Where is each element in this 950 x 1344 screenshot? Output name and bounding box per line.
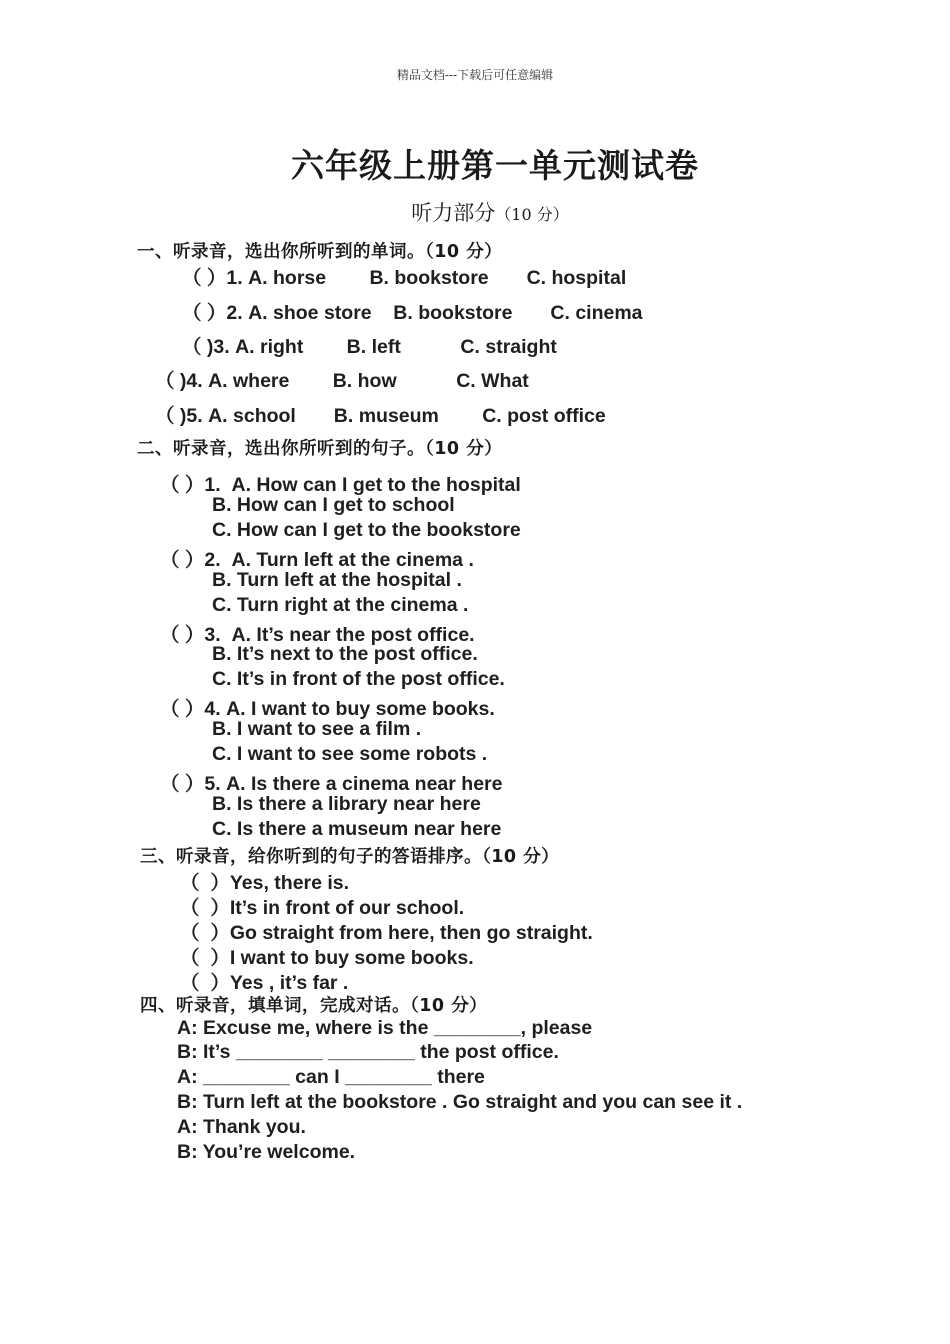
watermark-header: 精品文档---下载后可任意编辑	[396, 68, 554, 82]
dialogue-line: B: Turn left at the bookstore . Go straight and you can see it .	[177, 1091, 743, 1113]
question-line: （ ）5. A. Is there a cinema near here	[160, 773, 503, 795]
option-line: C. It’s in front of the post office.	[212, 668, 505, 690]
option-line: B. Is there a library near here	[212, 793, 481, 815]
section-1-heading: 一、听录音，选出你所听到的单词。（10 分）	[137, 242, 503, 262]
dialogue-line: A: Thank you.	[177, 1116, 306, 1138]
question-line: （ ）1. A. How can I get to the hospital	[160, 474, 521, 496]
option-line: C. Is there a museum near here	[212, 818, 502, 840]
option-line: C. Turn right at the cinema .	[212, 594, 469, 616]
question-line: （ )3. A. right B. left C. straight	[182, 336, 557, 358]
dialogue-line: A: Excuse me, where is the ________, please	[177, 1017, 593, 1039]
subtitle-main: 听力部分	[411, 201, 496, 225]
answer-line: （ ）I want to buy some books.	[180, 947, 474, 969]
option-line: B. It’s next to the post office.	[212, 643, 478, 665]
subtitle-points: （10 分）	[495, 205, 569, 224]
section-2-heading: 二、听录音，选出你所听到的句子。（10 分）	[137, 439, 503, 459]
question-line: （ ）2. A. Turn left at the cinema .	[160, 549, 474, 571]
dialogue-line: A: ________ can I ________ there	[177, 1066, 485, 1088]
option-line: B. Turn left at the hospital .	[212, 569, 462, 591]
question-line: （ ）2. A. shoe store B. bookstore C. cinema	[182, 302, 643, 324]
section-3-heading: 三、听录音，给你听到的句子的答语排序。（10 分）	[140, 847, 560, 867]
page-title: 六年级上册第一单元测试卷	[291, 146, 699, 185]
question-line: （ )5. A. school B. museum C. post office	[155, 405, 606, 427]
dialogue-line: B: It’s ________ ________ the post office.	[177, 1041, 559, 1063]
question-line: （ ）4. A. I want to buy some books.	[160, 698, 495, 720]
question-line: （ )4. A. where B. how C. What	[155, 370, 529, 392]
option-line: C. I want to see some robots .	[212, 743, 488, 765]
dialogue-line: B: You’re welcome.	[177, 1141, 356, 1163]
answer-line: （ ）It’s in front of our school.	[180, 897, 465, 919]
question-line: （ ）3. A. It’s near the post office.	[160, 624, 475, 646]
answer-line: （ ）Go straight from here, then go straight.	[180, 922, 593, 944]
answer-line: （ ）Yes , it’s far .	[180, 972, 349, 994]
question-line: （ ）1. A. horse B. bookstore C. hospital	[182, 267, 627, 289]
option-line: C. How can I get to the bookstore	[212, 519, 521, 541]
option-line: B. How can I get to school	[212, 494, 455, 516]
option-line: B. I want to see a film .	[212, 718, 422, 740]
answer-line: （ ）Yes, there is.	[180, 872, 350, 894]
section-4-heading: 四、听录音，填单词，完成对话。（10 分）	[140, 996, 488, 1016]
section-subtitle	[0, 197, 950, 227]
